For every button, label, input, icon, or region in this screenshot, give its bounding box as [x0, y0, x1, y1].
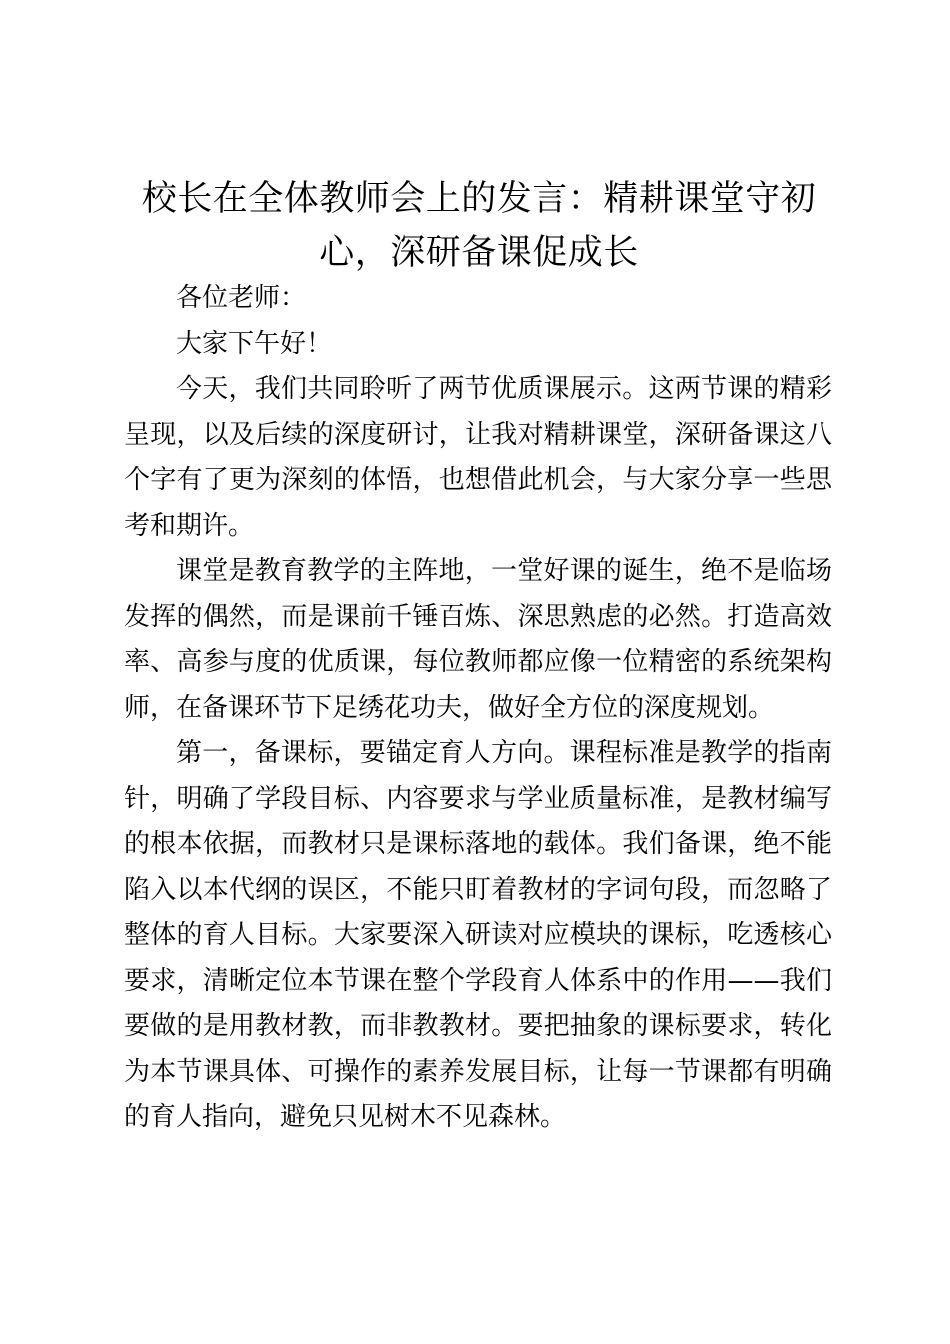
document-title: 校长在全体教师会上的发言：精耕课堂守初心，深研备课促成长: [141, 179, 817, 273]
document-body: [124, 276, 832, 1141]
greeting: 大家下午好！: [176, 328, 333, 359]
paragraph-classroom: 课堂是教育教学的主阵地，一堂好课的诞生，绝不是临场发挥的偶然，而是课前千锤百炼、深思熟虑的必然。打造高效率、高参与度的优质课，每位教师都应像一位精密的系统架构师，在备课环节下足绣花功夫，做好全方位的深度规划。: [124, 556, 832, 723]
salutation: 各位老师：: [176, 283, 307, 313]
paragraph-intro: 今天，我们共同聆听了两节优质课展示。这两节课的精彩呈现，以及后续的深度研讨，让我对精耕课堂，深研备课这八个字有了更为深刻的体悟，也想借此机会，与大家分享一些思考和期许。: [124, 374, 832, 541]
paragraph-first-point: 第一，备课标，要锚定育人方向。课程标准是教学的指南针，明确了学段目标、内容要求与学业质量标准，是教材编写的根本依据，而教材只是课标落地的载体。我们备课，绝不能陷入以本代纲的误区，不能只盯着教材的字词句段，而忽略了整体的育人目标。大家要深入研读对应模块的课标，吃透核心要求，清晰定位本节课在整个学段育人体系中的作用——我们要做的是用教材教，而非教教材。要把抽象的课标要求，转化为本节课具体、可操作的素养发展目标，让每一节课都有明确的育人指向，避免只见树木不见森林。: [124, 738, 832, 1132]
